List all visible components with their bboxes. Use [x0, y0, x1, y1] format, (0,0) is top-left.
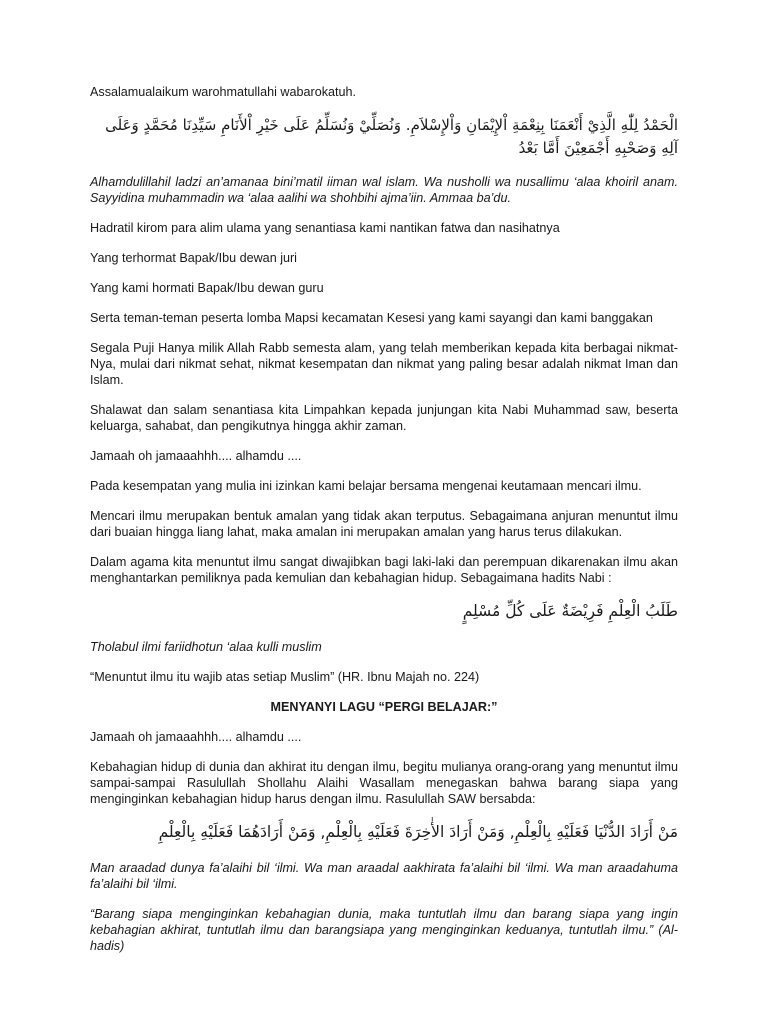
body-paragraph-2: Dalam agama kita menuntut ilmu sangat diwajibkan bagi laki-laki dan perempuan dikarenakan ilmu akan menghantarkan pemiliknya pada kemulian dan kebahagian hidup. Sebagaimana hadits Nabi : [90, 555, 678, 585]
salutation-guru: Yang kami hormati Bapak/Ibu dewan guru [90, 281, 324, 295]
arabic-opening: الْحَمْدُ لِلّٰهِ الَّذِيْ أَنْعَمَنَا بِنِعْمَةِ اْلإِيْمَانِ وَاْلإِسْلاَمِ. وَنُصَلِّيْ وَنُسَلِّمُ عَلَى خَيْرِ اْلأَنَامِ سَيِّدِنَا مُحَمَّدٍ وَعَلَى آلِهِ وَصَحْبِهِ أَجْمَعِيْنَ أَمَّا بَعْدُ [105, 116, 678, 157]
praise-paragraph: Segala Puji Hanya milik Allah Rabb semesta alam, yang telah memberikan kepada kita berbagai nikmat-Nya, mulai dari nikmat sehat, nikmat kesempatan dan nikmat yang paling besar adalah nikmat Iman dan Islam. [90, 341, 678, 387]
section-heading: MENYANYI LAGU “PERGI BELAJAR:” [270, 700, 498, 714]
hadith-1-arabic: طَلَبُ الْعِلْمِ فَرِيْضَةٌ عَلَى كُلِّ مُسْلِمٍ [462, 602, 678, 620]
shalawat-paragraph: Shalawat dan salam senantiasa kita Limpahkan kepada junjungan kita Nabi Muhammad saw, beserta keluarga, sahabat, dan pengikutnya hingga akhir zaman. [90, 403, 678, 433]
hadith-1-translation: “Menuntut ilmu itu wajib atas setiap Muslim” (HR. Ibnu Majah no. 224) [90, 670, 480, 684]
salutation-peserta: Serta teman-teman peserta lomba Mapsi kecamatan Kesesi yang kami sayangi dan kami banggakan [90, 311, 653, 325]
speech-text [90, 84, 678, 968]
greeting: Assalamualaikum warohmatullahi wabarokatuh. [90, 85, 356, 99]
hadith-2-arabic: مَنْ أَرَادَ الدُّنْيَا فَعَلَيْهِ بِالْعِلْمِ, وَمَنْ أَرَادَ الأٰخِرَةَ فَعَلَيْهِ بِالْعِلْمِ, وَمَنْ أَرَادَهُمَا فَعَلَيْهِ بِالْعِلْمِ [158, 823, 678, 841]
body-paragraph-1: Mencari ilmu merupakan bentuk amalan yang tidak akan terputus. Sebagaimana anjuran menuntut ilmu dari buaian hingga liang lahat, maka amalan ini merupakan amalan yang harus terus dilakukan. [90, 509, 678, 539]
hadith-1-latin: Tholabul ilmi fariidhotun ‘alaa kulli muslim [90, 640, 322, 654]
salutation-ulama: Hadratil kirom para alim ulama yang senantiasa kami nantikan fatwa dan nasihatnya [90, 221, 560, 235]
hadith-2-latin: Man araadad dunya fa’alaihi bil ‘ilmi. Wa man araadal aakhirata fa’alaihi bil ‘ilmi. Wa man araadahuma fa’alaihi bil ‘ilmi. [90, 861, 678, 891]
jamaah-call-2: Jamaah oh jamaaahhh.... alhamdu .... [90, 730, 302, 744]
salutation-juri: Yang terhormat Bapak/Ibu dewan juri [90, 251, 297, 265]
opening-latin: Alhamdulillahil ladzi an’amanaa bini’matil iiman wal islam. Wa nusholli wa nusallimu ‘alaa khoiril anam. Sayyidina muhammadin wa ‘alaa aalihi wa shohbihi ajma’iin. Ammaa ba’du. [90, 175, 678, 205]
body-paragraph-3: Kebahagian hidup di dunia dan akhirat itu dengan ilmu, begitu mulianya orang-orang yang menuntut ilmu sampai-sampai Rasulullah Shollahu Alaihi Wasallam menegaskan bahwa barang siapa yang menginginkan kebahagian hidup harus dengan ilmu. Rasulullah SAW bersabda: [90, 760, 678, 806]
intro-paragraph: Pada kesempatan yang mulia ini izinkan kami belajar bersama mengenai keutamaan mencari ilmu. [90, 479, 642, 493]
hadith-2-translation: “Barang siapa menginginkan kebahagian dunia, maka tuntutlah ilmu dan barang siapa yang ingin kebahagian akhirat, tuntutlah ilmu dan barangsiapa yang menginginkan keduanya, tuntutlah ilmu.” (Al-hadis) [90, 907, 678, 953]
jamaah-call-1: Jamaah oh jamaaahhh.... alhamdu .... [90, 449, 302, 463]
